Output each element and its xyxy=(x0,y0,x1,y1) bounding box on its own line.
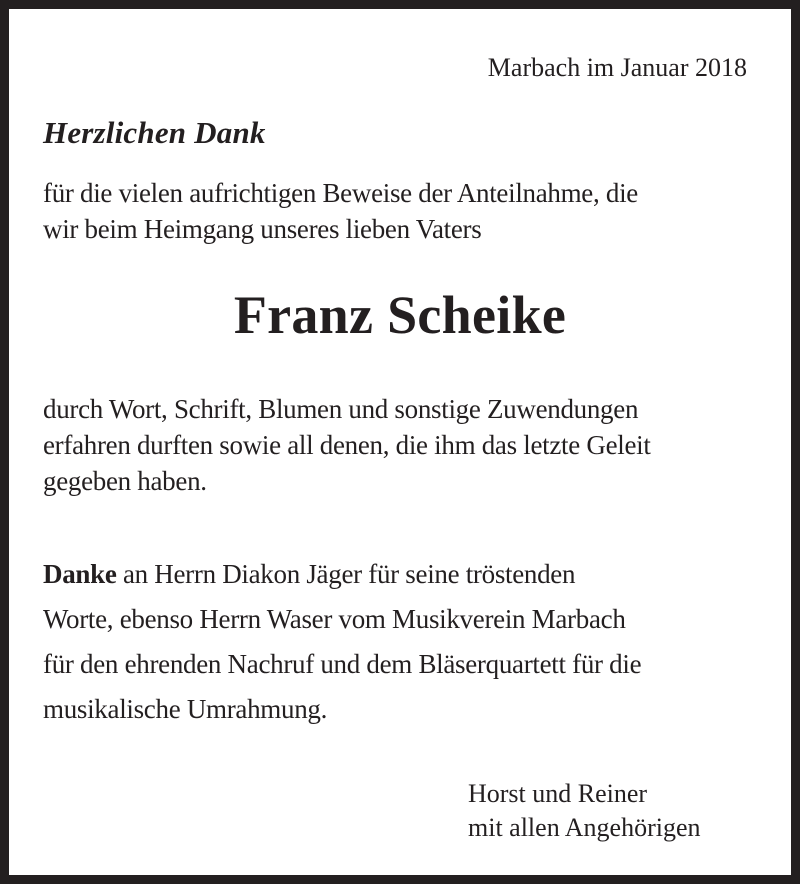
body-line: erfahren durften sowie all denen, die ihm das letzte Geleit xyxy=(43,430,651,460)
intro-line: wir beim Heimgang unseres lieben Vaters xyxy=(43,214,482,244)
deceased-name: Franz Scheike xyxy=(233,285,567,345)
thanks-line: für den ehrenden Nachruf und dem Bläserquartett für die xyxy=(43,649,642,679)
signature-line: Horst und Reiner xyxy=(468,779,648,808)
notice-frame xyxy=(9,9,791,875)
thanks-line: musikalische Umrahmung. xyxy=(43,694,328,724)
thanks-first-line xyxy=(43,552,641,597)
intro-paragraph xyxy=(43,175,638,247)
body-paragraph xyxy=(43,391,651,499)
body-line: durch Wort, Schrift, Blumen und sonstige Zuwendungen xyxy=(43,394,639,424)
thanks-line: Worte, ebenso Herrn Waser vom Musikverein Marbach xyxy=(43,604,626,634)
thanks-lead-word: Danke xyxy=(43,559,117,589)
notice-heading: Herzlichen Dank xyxy=(43,115,266,150)
body-line: gegeben haben. xyxy=(43,466,207,496)
thanks-first-line-rest: an Herrn Diakon Jäger für seine tröstenden xyxy=(116,559,576,589)
dateline: Marbach im Januar 2018 xyxy=(487,53,747,82)
signature-line: mit allen Angehörigen xyxy=(468,813,701,842)
intro-line: für die vielen aufrichtigen Beweise der Anteilnahme, die xyxy=(43,178,638,208)
signature-block xyxy=(468,777,701,845)
thanks-paragraph xyxy=(43,552,641,732)
